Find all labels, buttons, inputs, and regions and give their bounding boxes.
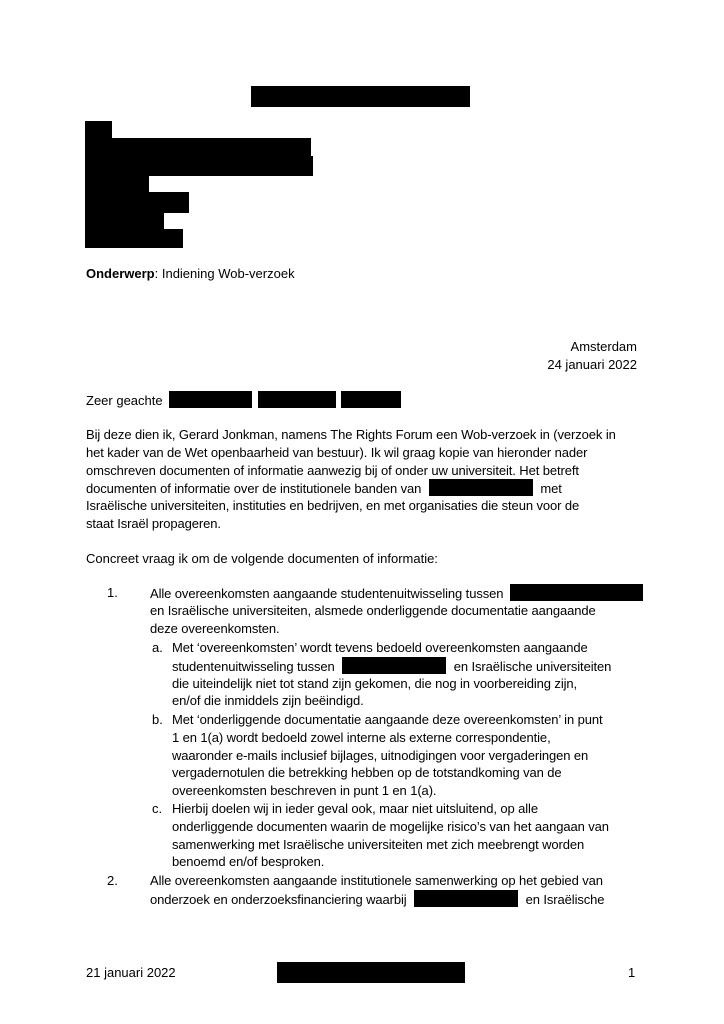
intro-line: Israëlische universiteiten, instituties en bedrijven, en met organisaties die steun voor de <box>86 498 580 514</box>
letter-date: 24 januari 2022 <box>547 357 637 372</box>
subitem-line: samenwerking met Israëlische universiteiten met zich meebrengt worden <box>172 836 585 852</box>
redacted-name-3 <box>341 391 401 408</box>
subitem-line: die uiteindelijk niet tot stand zijn gekomen, die nog in voorbereiding zijn, <box>172 675 578 691</box>
item-line <box>150 584 650 602</box>
intro-line-part: met <box>540 481 562 497</box>
item-line: en Israëlische universiteiten, alsmede onderliggende documentatie aangaande <box>150 602 596 618</box>
redacted-name-1 <box>169 391 252 408</box>
request-intro: Concreet vraag ik om de volgende documenten of informatie: <box>86 551 438 566</box>
subitem-line: Met ‘onderliggende documentatie aangaande deze overeenkomsten’ in punt <box>172 712 603 727</box>
subitem-line-part: en Israëlische universiteiten <box>453 658 612 674</box>
subitem-line: en/of die inmiddels zijn beëindigd. <box>172 693 364 709</box>
subitem-letter: b. <box>152 712 163 727</box>
redacted-university <box>414 890 518 907</box>
page-number: 1 <box>628 965 636 980</box>
item-line-part: Alle overeenkomsten aangaande studentenuitwisseling tussen <box>150 586 504 601</box>
redacted-university <box>342 657 446 674</box>
intro-line-part: documenten of informatie over de institutionele banden van <box>86 481 422 497</box>
redacted-footer-block <box>277 962 465 983</box>
item-2 <box>150 872 650 908</box>
redacted-address-line-2 <box>85 156 313 176</box>
item-line-part: en Israëlische <box>525 891 605 907</box>
redacted-address-line-3 <box>85 174 149 194</box>
subitem-line: overeenkomsten beschreven in punt 1 en 1(a). <box>172 783 437 799</box>
item-1 <box>150 584 650 637</box>
redacted-address-line-1 <box>85 138 311 158</box>
subject-label: Onderwerp <box>86 266 155 281</box>
salutation-text: Zeer geachte <box>86 393 163 408</box>
subitem-letter: c. <box>152 801 163 816</box>
subitem-line: 1 en 1(a) wordt bedoeld zowel interne als externe correspondentie, <box>172 729 551 745</box>
intro-paragraph <box>86 426 641 533</box>
item-number: 1. <box>107 585 118 600</box>
redacted-header-block <box>251 86 470 107</box>
redacted-address-line-6 <box>85 229 183 248</box>
subitem-line: benoemd en/of besproken. <box>172 854 325 870</box>
subitem-line: waaronder e-mails inclusief bijlages, uitnodigingen voor vergaderingen en <box>172 747 589 763</box>
subitem-line: vergadernotulen die betrekking hebben op de totstandkoming van de <box>172 765 562 781</box>
redacted-address-line-5 <box>85 211 164 231</box>
subitem-letter: a. <box>152 640 163 655</box>
subitem-line: Hierbij doelen wij in ieder geval ook, maar niet uitsluitend, op alle <box>172 801 538 816</box>
redacted-university <box>510 584 643 601</box>
subitem-line: onderliggende documenten waarin de mogelijke risico’s van het aangaan van <box>172 818 609 834</box>
intro-line <box>86 479 641 497</box>
subitem-b <box>172 711 652 800</box>
item-line: deze overeenkomsten. <box>150 620 280 636</box>
subitem-line <box>172 657 652 675</box>
redacted-university <box>429 479 533 496</box>
subject-value: : Indiening Wob-verzoek <box>154 266 295 281</box>
item-number: 2. <box>107 873 118 888</box>
subitem-line-part: studentenuitwisseling tussen <box>172 658 335 674</box>
intro-line: omschreven documenten of informatie aanwezig bij of onder uw universiteit. Het betreft <box>86 462 579 478</box>
place: Amsterdam <box>570 339 637 354</box>
subitem-a <box>172 639 652 710</box>
subject-line <box>86 265 295 282</box>
item-line: Alle overeenkomsten aangaande institutionele samenwerking op het gebied van <box>150 873 603 888</box>
item-line <box>150 890 650 908</box>
item-line-part: onderzoek en onderzoeksfinanciering waarbij <box>150 891 407 907</box>
salutation <box>86 391 401 409</box>
intro-line: Bij deze dien ik, Gerard Jonkman, namens The Rights Forum een Wob-verzoek in (verzoek in <box>86 427 616 442</box>
footer-date: 21 januari 2022 <box>86 965 176 980</box>
intro-line: het kader van de Wet openbaarheid van bestuur). Ik wil graag kopie van hieronder nader <box>86 444 588 460</box>
subitem-line: Met ‘overeenkomsten’ wordt tevens bedoeld overeenkomsten aangaande <box>172 640 588 655</box>
redacted-address-line-4 <box>85 192 189 213</box>
redacted-name-2 <box>258 391 336 408</box>
intro-line: staat Israël propageren. <box>86 515 221 531</box>
subitem-c <box>172 800 652 871</box>
